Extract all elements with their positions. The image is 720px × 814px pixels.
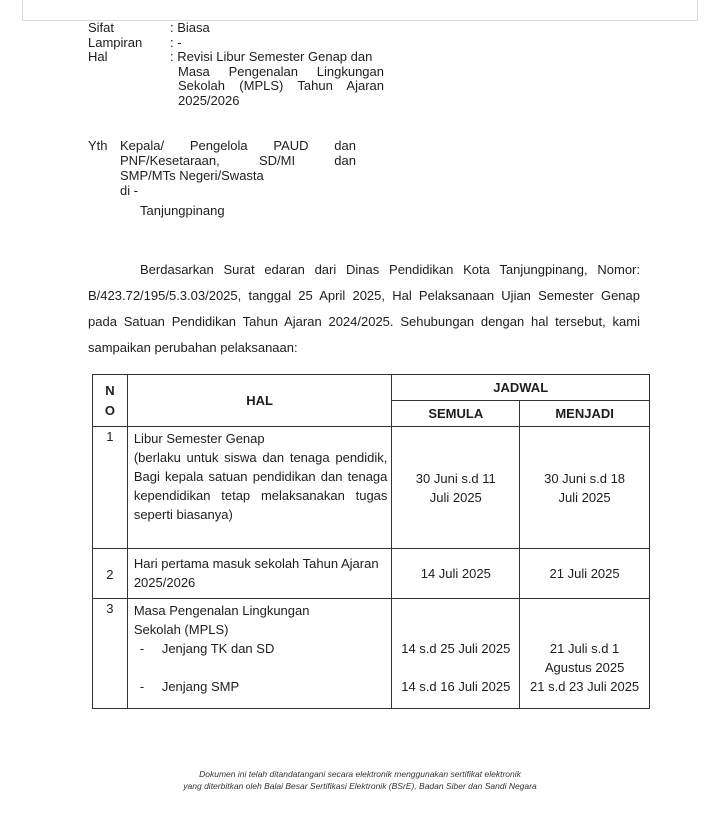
table-header-row	[93, 375, 650, 401]
row-hal-title: Hari pertama masuk sekolah Tahun Ajaran 2025/2026	[133, 555, 379, 590]
sub-label: Jenjang TK dan SD	[161, 641, 275, 656]
meta-lampiran	[88, 36, 398, 51]
body-paragraph: Berdasarkan Surat edaran dari Dinas Pendidikan Kota Tanjungpinang, Nomor: B/423.72/195/5.3.03/2025, tanggal 25 April 2025, Hal Pelaksanaan Ujian Semester Genap pada Satuan Pendidikan Tahun Ajaran 2024/2025. Sehubungan dengan hal tersebut, kami sampaikan perubahan pelaksanaan:	[88, 262, 640, 355]
sifat-label: Sifat	[88, 20, 115, 35]
sub-item	[140, 677, 388, 696]
hal-line: 2025/2026	[178, 92, 240, 108]
row-menjadi: 21 Juli 2025	[520, 549, 650, 599]
lampiran-label: Lampiran	[88, 34, 143, 50]
schedule-table	[92, 374, 650, 709]
sub-item	[140, 639, 388, 658]
sub-dash: -	[139, 641, 145, 656]
row-semula: 14 Juli 2025	[392, 549, 520, 599]
header-jadwal: JADWAL	[392, 375, 650, 401]
table-row	[93, 427, 650, 549]
esign-footnote	[0, 768, 720, 792]
row-menjadi	[520, 427, 650, 549]
hal-line: Sekolah (MPLS) Tahun Ajaran	[178, 78, 384, 93]
footnote-line: Dokumen ini telah ditandatangani secara elektronik menggunakan sertifikat elektronik	[199, 769, 521, 779]
header-hal: HAL	[127, 375, 392, 427]
table-row	[93, 599, 650, 709]
address-block	[88, 138, 360, 218]
row-semula	[392, 599, 520, 709]
header-no	[93, 375, 128, 427]
row-no: 1	[93, 427, 128, 549]
row-menjadi-text: 30 Juni s.d 18 Juli 2025	[544, 470, 626, 505]
page-top-border	[22, 0, 698, 21]
sub-menjadi: 21 s.d 23 Juli 2025	[530, 679, 640, 694]
row-hal-title: Masa Pengenalan Lingkungan Sekolah (MPLS)	[133, 603, 310, 637]
row-no: 2	[93, 549, 128, 599]
table-row	[93, 549, 650, 599]
di-label: di -	[120, 183, 139, 198]
meta-sifat	[88, 21, 398, 36]
letter-meta	[88, 21, 398, 108]
hal-line: : Revisi Libur Semester Genap dan	[170, 49, 373, 64]
sub-semula: 14 s.d 25 Juli 2025	[401, 641, 511, 656]
meta-hal	[88, 50, 398, 108]
sifat-value: : Biasa	[170, 20, 210, 35]
hal-line: Masa Pengenalan Lingkungan	[178, 63, 384, 79]
recipient	[88, 138, 360, 183]
recipient-lines	[120, 138, 360, 183]
row-semula-text: 30 Juni s.d 11 Juli 2025	[415, 470, 496, 505]
header-semula: SEMULA	[392, 401, 520, 427]
row-hal	[127, 599, 392, 709]
row-no: 3	[93, 599, 128, 709]
recipient-line: SMP/MTs Negeri/Swasta	[120, 168, 264, 183]
header-no-2: O	[104, 402, 115, 418]
row-hal-detail: (berlaku untuk siswa dan tenaga pendidik, Bagi kepala satuan pendidikan dan tenaga kependidikan tetap melaksanakan tugas seperti biasanya)	[133, 450, 388, 522]
yth-label: Yth	[88, 138, 108, 153]
city-name: Tanjungpinang	[140, 203, 225, 218]
recipient-line: PNF/Kesetaraan, SD/MI dan	[120, 153, 356, 168]
footnote-line: yang diterbitkan oleh Balai Besar Sertifikasi Elektronik (BSrE), Badan Siber dan Sandi Negara	[183, 781, 537, 791]
row-menjadi	[520, 599, 650, 709]
row-semula	[392, 427, 520, 549]
recipient-line: Kepala/ Pengelola PAUD dan	[120, 138, 356, 153]
sub-label: Jenjang SMP	[161, 679, 240, 694]
sub-semula: 14 s.d 16 Juli 2025	[401, 679, 511, 694]
hal-label: Hal	[88, 49, 108, 64]
lampiran-value: : -	[170, 34, 182, 50]
row-hal	[127, 549, 392, 599]
sub-menjadi: 21 Juli s.d 1 Agustus 2025	[544, 641, 625, 675]
row-hal-title: Libur Semester Genap	[133, 431, 265, 446]
sub-dash: -	[139, 679, 145, 694]
header-no-1: N	[105, 382, 115, 398]
header-menjadi: MENJADI	[520, 401, 650, 427]
row-hal	[127, 427, 392, 549]
hal-value	[170, 50, 398, 108]
